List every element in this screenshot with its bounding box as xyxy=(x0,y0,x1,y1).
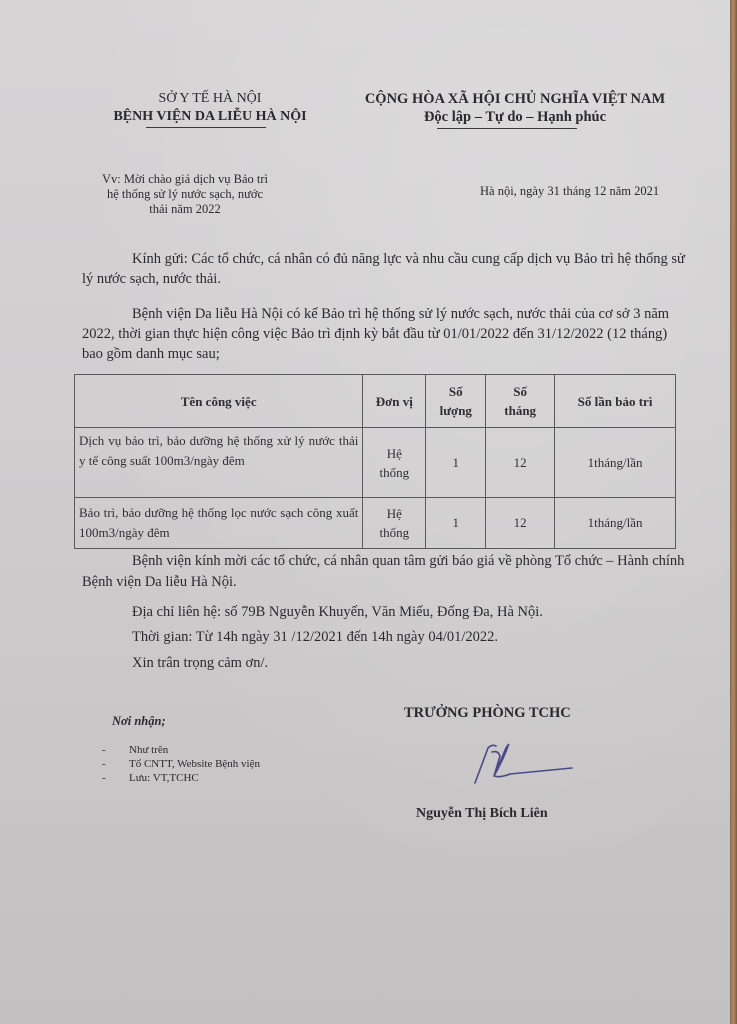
closing-thanks: Xin trân trọng cảm ơn/. xyxy=(132,655,269,671)
recipient: Lưu: VT,TCHC xyxy=(129,772,199,784)
signer-name: Nguyễn Thị Bích Liên xyxy=(416,806,548,821)
bullet: - xyxy=(102,772,106,784)
subject-block xyxy=(90,172,280,217)
list-item xyxy=(102,757,260,771)
recipients-title: Nơi nhận; xyxy=(112,714,166,728)
department-name: SỞ Y TẾ HÀ NỘI xyxy=(158,91,262,106)
hospital-underline xyxy=(146,127,266,128)
col-header-months xyxy=(486,375,555,428)
submission-time: Thời gian: Từ 14h ngày 31 /12/2021 đến 14h ngày 04/01/2022. xyxy=(132,629,499,645)
cell-unit xyxy=(363,428,426,498)
cell-quantity: 1 xyxy=(426,498,486,549)
intro-paragraph: Bệnh viện Da liễu Hà Nội có kế Bảo trì hệ thống sử lý nước sạch, nước thải của cơ sở 3 năm 2022, thời gian thực hiện công việc Bảo trì định kỳ bắt đầu từ 01/01/2022 đến 31/12/2022 (12 tháng) bao gồm danh mục sau; xyxy=(82,306,670,362)
header-text: Số xyxy=(448,384,463,399)
cell-months: 12 xyxy=(486,428,555,498)
col-header-unit: Đơn vị xyxy=(363,375,426,428)
table-row xyxy=(75,498,676,549)
cell-job-name: Dịch vụ bảo trì, bảo dưỡng hệ thống xử lý nước thải y tế công suất 100m3/ngày đêm xyxy=(75,428,363,498)
motto: Độc lập – Tự do – Hạnh phúc xyxy=(423,109,607,125)
recipients-list xyxy=(102,743,260,785)
unit-text: Hệ xyxy=(386,445,402,461)
desk-edge xyxy=(730,0,737,1024)
unit-text: thống xyxy=(379,464,410,480)
cell-quantity: 1 xyxy=(426,428,486,498)
unit-text: thống xyxy=(379,525,410,540)
list-item xyxy=(102,771,260,785)
cell-frequency: 1tháng/lần xyxy=(555,428,676,498)
invitation-paragraph: Bệnh viện kính mời các tổ chức, cá nhân quan tâm gửi báo giá về phòng Tổ chức – Hành chính Bệnh viện Da liễu Hà Nội. xyxy=(82,553,685,590)
hospital-name: BỆNH VIỆN DA LIỄU HÀ NỘI xyxy=(113,109,307,124)
issuing-authority xyxy=(90,90,330,126)
header-text: lượng xyxy=(439,403,472,418)
recipient: Tổ CNTT, Website Bệnh viện xyxy=(129,758,260,770)
national-motto xyxy=(330,90,700,126)
maintenance-table xyxy=(74,374,676,549)
col-header-frequency: Số lần bảo trì xyxy=(555,375,676,428)
table-row xyxy=(75,428,676,498)
table-header-row xyxy=(75,375,676,428)
subject-line: thải năm 2022 xyxy=(149,202,221,216)
bullet: - xyxy=(102,758,106,770)
recipient: Như trên xyxy=(129,744,169,756)
list-item xyxy=(102,743,260,757)
subject-line: Vv: Mời chào giá dịch vụ Bảo trì xyxy=(102,172,268,186)
bullet: - xyxy=(102,744,106,756)
motto-underline xyxy=(437,128,577,129)
col-header-job: Tên công việc xyxy=(75,375,363,428)
header-text: Số xyxy=(513,384,528,399)
unit-text: Hệ xyxy=(386,506,402,521)
contact-address: Địa chỉ liên hệ: số 79B Nguyễn Khuyến, Văn Miếu, Đống Đa, Hà Nội. xyxy=(132,604,543,620)
salutation: Kính gửi: Các tổ chức, cá nhân có đủ năng lực và nhu cầu cung cấp dịch vụ Bảo trì hệ thống sử lý nước sạch, nước thải. xyxy=(82,251,685,287)
signer-title: TRƯỞNG PHÒNG TCHC xyxy=(404,705,571,721)
cell-frequency: 1tháng/lần xyxy=(555,498,676,549)
col-header-quantity xyxy=(426,375,486,428)
subject-line: hệ thống sử lý nước sạch, nước xyxy=(106,187,264,201)
handwritten-signature-icon xyxy=(470,738,580,788)
country-name: CỘNG HÒA XÃ HỘI CHỦ NGHĨA VIỆT NAM xyxy=(364,91,666,107)
header-text: tháng xyxy=(504,403,537,418)
cell-unit xyxy=(363,498,426,549)
cell-job-name: Bảo trì, bảo dưỡng hệ thống lọc nước sạch công xuất 100m3/ngày đêm xyxy=(75,498,363,549)
issue-date: Hà nội, ngày 31 tháng 12 năm 2021 xyxy=(480,184,660,198)
cell-months: 12 xyxy=(486,498,555,549)
